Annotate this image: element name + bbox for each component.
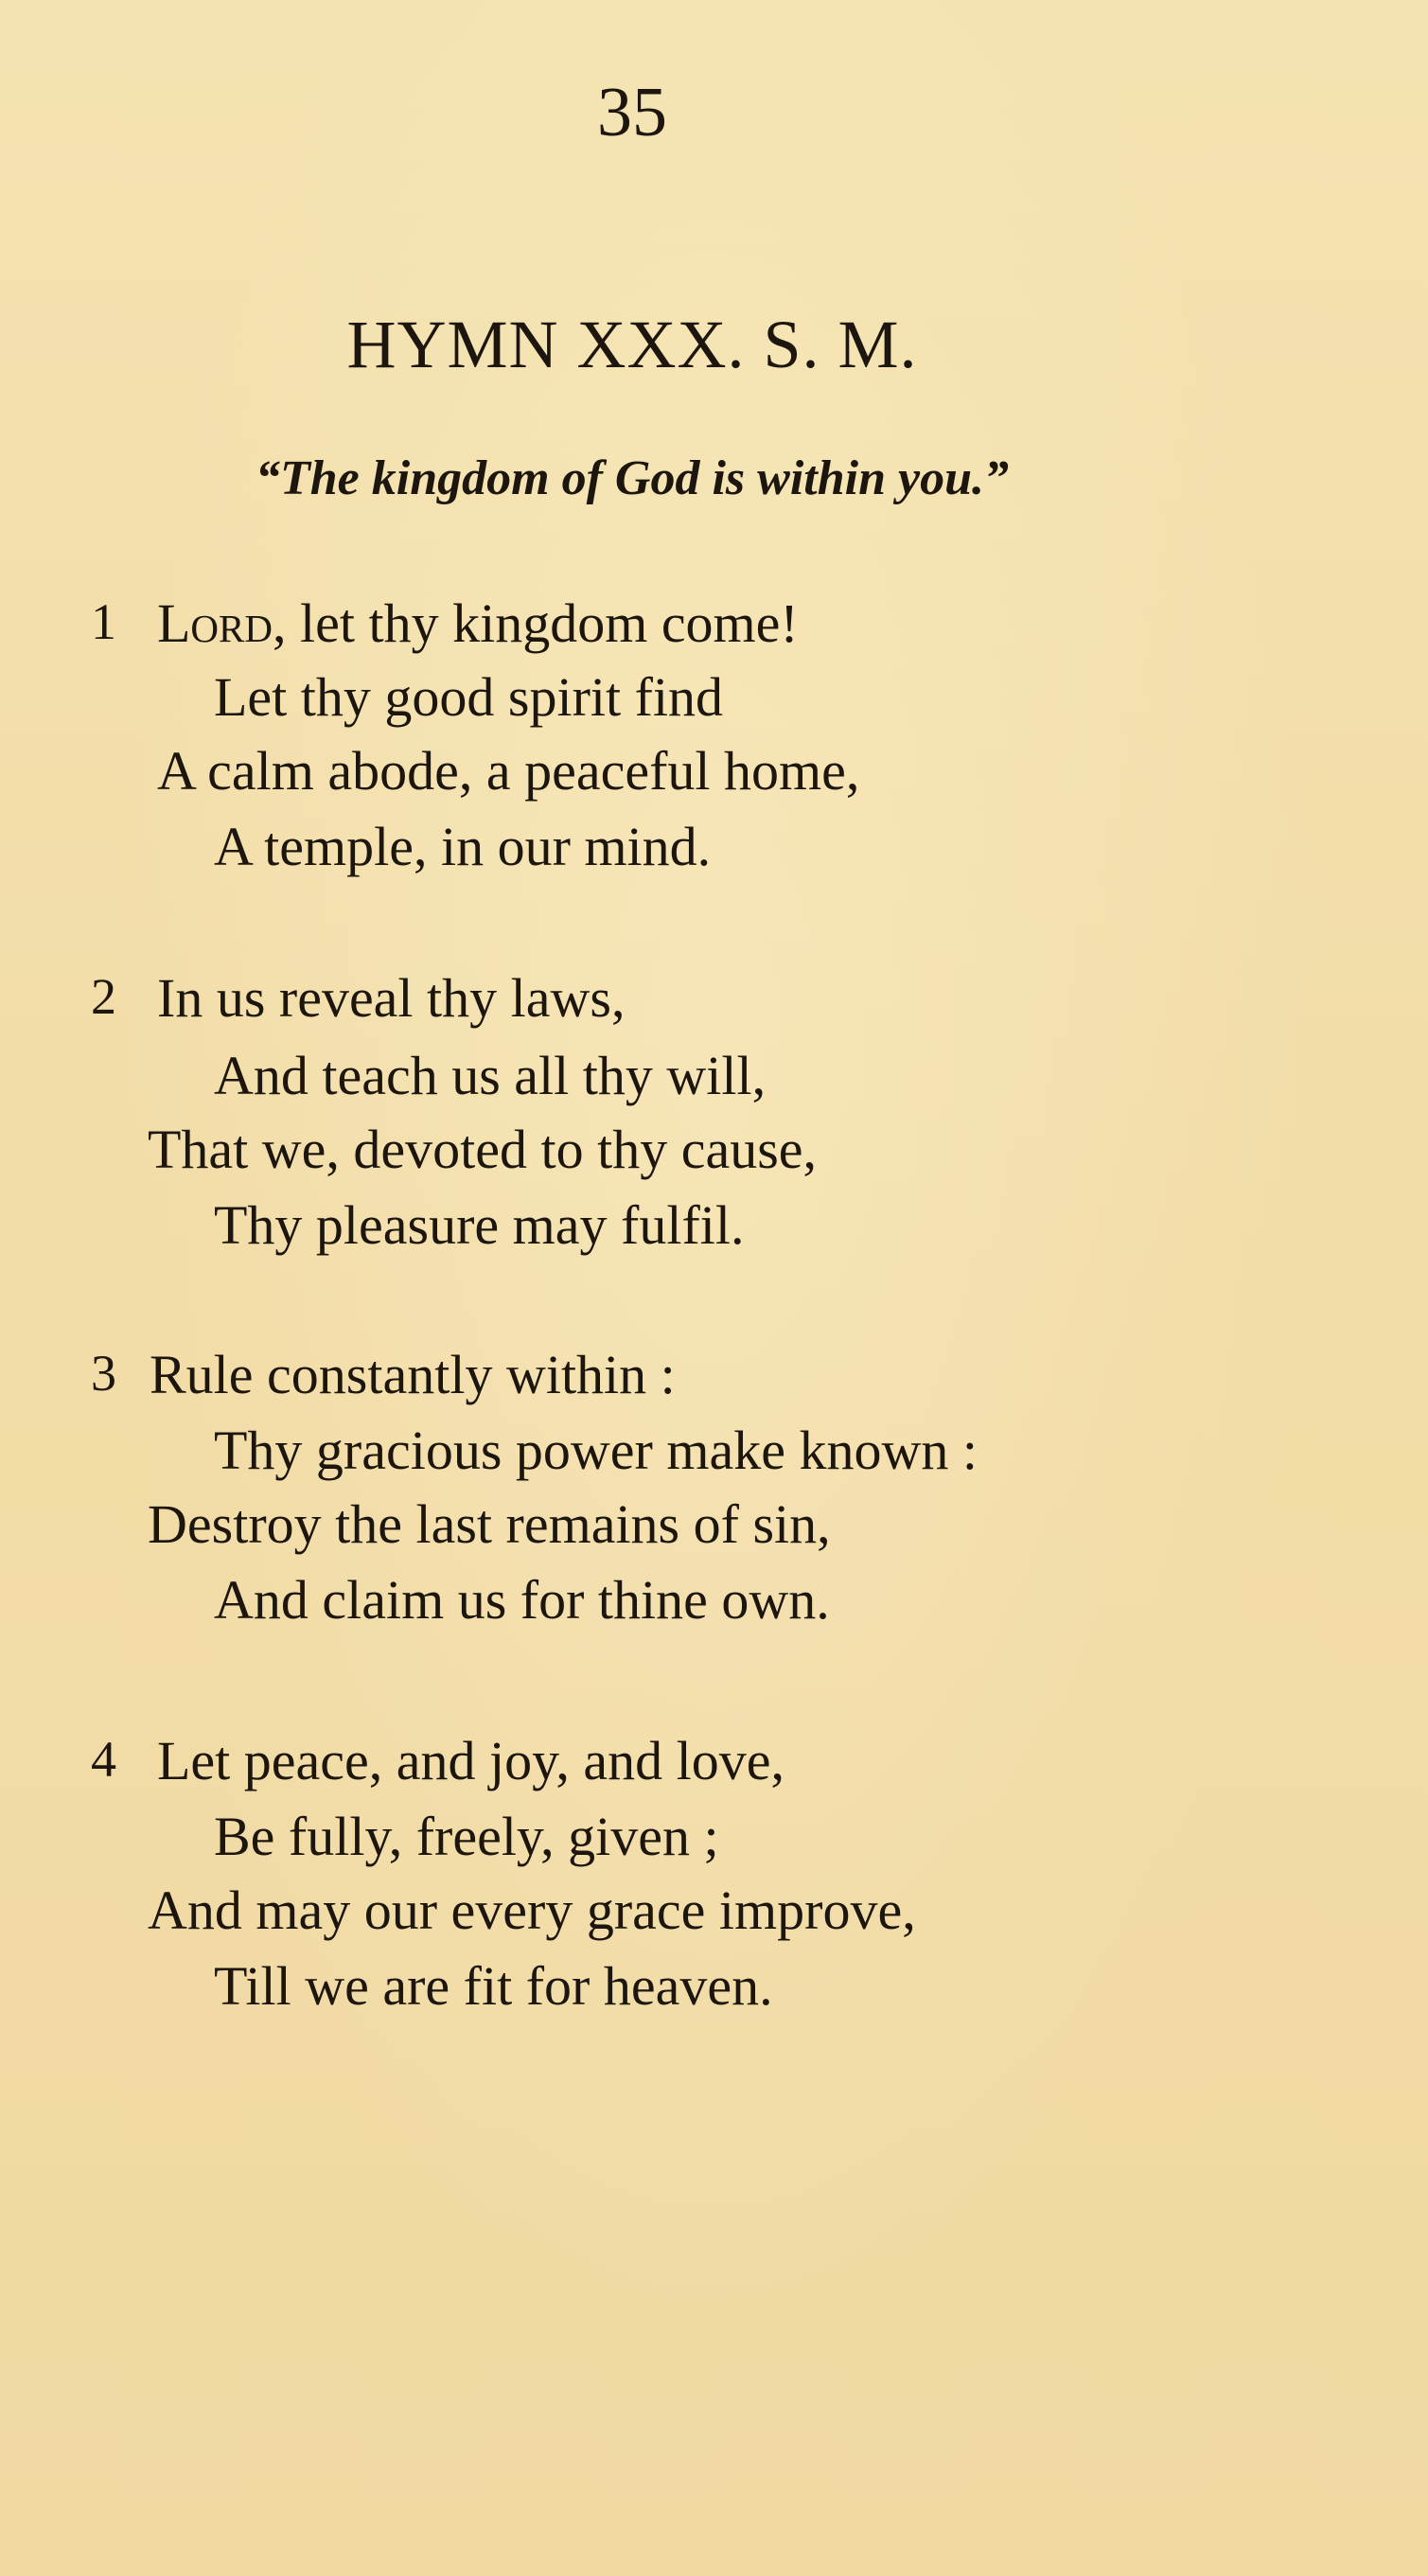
stanza-line-text: let thy kingdom come!	[286, 592, 799, 654]
stanza-line: Let peace, and joy, and love,	[157, 1730, 785, 1791]
stanza-number: 2	[91, 968, 116, 1025]
stanza-line: Let thy good spirit find	[214, 666, 724, 728]
stanza-line: That we, devoted to thy cause,	[148, 1119, 818, 1180]
stanza-line: In us reveal thy laws,	[157, 967, 626, 1029]
stanza-line: A temple, in our mind.	[214, 816, 712, 877]
stanza-line: Thy pleasure may fulfil.	[214, 1194, 745, 1256]
stanza-line: Till we are fit for heaven.	[214, 1955, 773, 2017]
stanza-line: Thy gracious power make known :	[214, 1420, 978, 1481]
epigraph: “The kingdom of God is within you.”	[256, 451, 1009, 505]
hymn-title: HYMN XXX. S. M.	[346, 307, 918, 382]
stanza-line: A calm abode, a peaceful home,	[157, 740, 860, 802]
stanza-number: 3	[91, 1345, 116, 1402]
stanza-line: Be fully, freely, given ;	[214, 1806, 719, 1867]
stanza-number: 4	[91, 1731, 116, 1788]
stanza-first-word: Lord,	[157, 592, 287, 654]
stanza-line: Destroy the last remains of sin,	[148, 1493, 831, 1555]
stanza-line	[157, 592, 799, 654]
stanza-line: And teach us all thy will,	[214, 1045, 767, 1106]
stanza-line: Rule constantly within :	[150, 1344, 676, 1405]
stanza-number: 1	[91, 593, 116, 650]
stanza-line: And may our every grace improve,	[148, 1879, 916, 1941]
stanza-line: And claim us for thine own.	[214, 1569, 830, 1631]
page-number: 35	[597, 74, 667, 151]
